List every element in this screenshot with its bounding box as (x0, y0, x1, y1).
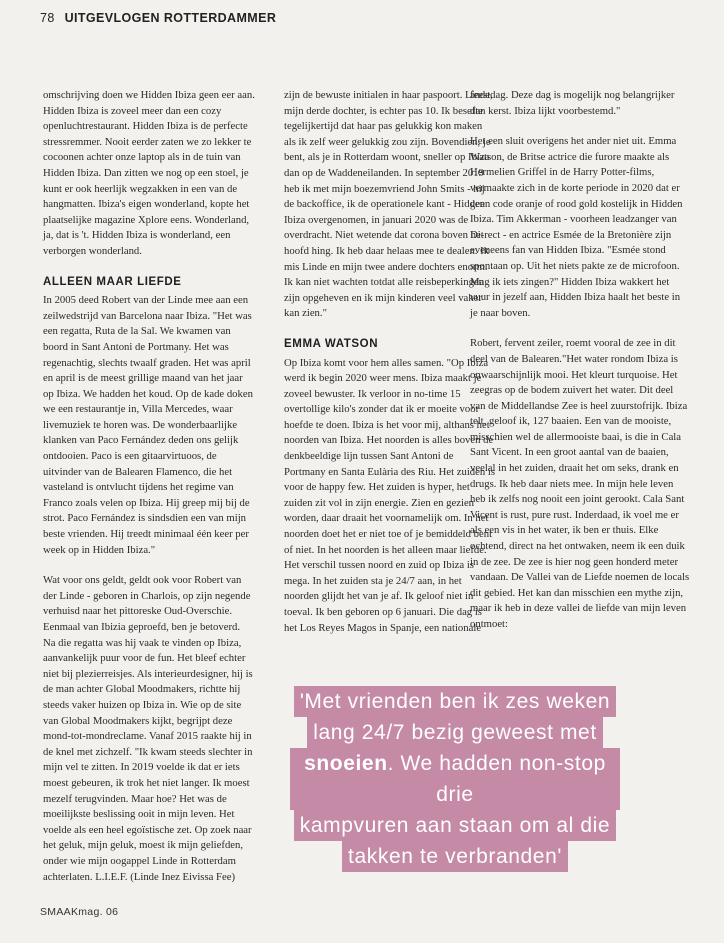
subheading-emma-watson: EMMA WATSON (284, 337, 379, 350)
page-number: 78 (40, 11, 55, 25)
paragraph: Robert, fervent zeiler, roemt vooral de zee in dit deel van de Balearen."Het water rondom Ibiza is onwaarschijnlijk mooi. Het kleurt turquoise. Het zeegras op de bodem zuivert het water. Dit deel van de Middellandse Zee is heel zuurstofrijk. Ibiza telt, geloof ik, 127 baaien. Een van de mooiste, misschien wel de allermooiste baai, is die in Cala Sant Vicent. In een groot aantal van de baaien, veelal in het zuiden, draait het om seks, drank en drugs. Ik heb daar niets mee. In mijn hele leven heb ik zelfs nog nooit een joint gerookt. Cala Sant Vicent is rust, pure rust. Inderdaad, ik voel me er als een vis in het water, ik ben er thuis. Elke ochtend, direct na het ontwaken, neem ik een duik in de zee. De zee is hier nog geen honderd meter vandaan. De Vallei van de Liefde noemen de locals dit gebied. Het kan dan misschien een mythe zijn, maar ik heb in deze vallei de liefde van mijn leven ontmoet: (470, 337, 690, 630)
quote-line: kampvuren aan staan om al die (294, 810, 616, 841)
paragraph: feestdag. Deze dag is mogelijk nog belangrijker dan kerst. Ibiza lijkt voorbestemd." (470, 89, 675, 117)
page-footer: SMAAKmag. 06 (40, 906, 119, 918)
paragraph: Op Ibiza komt voor hem alles samen. "Op Ibiza werd ik begin 2020 weer mens. Ibiza maakt je zoveel bewuster. Ik verloor in no-time 15 overtollige kilo's zonder dat ik er moeite voor hoefde te doen. Ibiza is het voor mij, althans het noorden van Ibiza. Het noorden is alles boven de denkbeeldige lijn tussen Sant Antoni de Portmany en Santa Eulària des Riu. Het zuiden is voor de happy few. Het zuiden is hyper, het zuiden zit vol in zijn energie. Zien en gezien worden, daar draait het voornamelijk om. In het noorden doet het er niet toe of je bemiddeld bent of niet. In het noorden is het alleen maar liefde. Het verschil tussen noord en zuid op Ibiza is mega. In het zuiden sta je 24/7 aan, in het noorden glijdt het van je af. Ik geloof niet in toeval. Ik ben geboren op 6 januari. Die dag is het Los Reyes Magos in Spanje, een nationale (284, 356, 496, 634)
quote-line: takken te verbranden' (342, 841, 568, 872)
quote-line: lang 24/7 bezig geweest met (307, 717, 603, 748)
pull-quote (290, 686, 620, 872)
paragraph: omschrijving doen we Hidden Ibiza geen eer aan. Hidden Ibiza is zoveel meer dan een cozy openluchtrestaurant. Hidden Ibiza is de perfecte stressremmer. Nooit eerder zaten we zo lekker te cocoonen achter onze laptop als in de tuin van Hidden Ibiza. Dan zitten we nog op een stoel, je kunt er ook heerlijk wegzakken in een van de hangmatten. Ibiza's eigen wonderland, kopte het plaatselijke magazine Xplore eens. Wonderland, ja, dat is 't. Hidden Ibiza is wonderland, een verborgen wonderland. (43, 89, 255, 257)
column-1 (43, 88, 255, 900)
page-header (40, 11, 276, 25)
section-title: UITGEVLOGEN ROTTERDAMMER (64, 11, 277, 25)
quote-emphasis: snoeien (304, 752, 388, 775)
paragraph: Het een sluit overigens het ander niet uit. Emma Watson, de Britse actrice die furore maakte als Hermelien Griffel in de Harry Potter-films, vermaakte zich in de korte periode in 2020 dat er geen code oranje of rood gold kostelijk in Hidden Ibiza. Tim Akkerman - voorheen leadzanger van Di-rect - en actrice Esmée de la Bretonière zijn eveneens fan van Hidden Ibiza. "Esmée stond spontaan op. Uit het niets pakte ze de microfoon. Mag ik iets zingen?" Hidden Ibiza wakkert het vuur in jezelf aan, Hidden Ibiza haalt het beste in je naar boven. (470, 135, 683, 319)
paragraph: In 2005 deed Robert van der Linde mee aan een zeilwedstrijd van Barcelona naar Ibiza. "Het was een regatta, Ruta de la Sal. We kwamen van boord in Sant Antoni de Portmany. Het was regenachtig, slechts twaalf graden. Het was april en april is de meest grillige maand van het jaar op Ibiza. We hadden het koud. Op de kade doken we een restaurantje in, Villa Mercedes, waar livemuziek te horen was. De wonderbaarlijke klanken van Paco Fernández deden ons gelijk ontdooien. Paco is een gitaarvirtuoos, de uitvinder van de Balearen Flamenco, die het vasteland is ontvlucht tijdens het regime van Franco zoals velen op Ibiza. Hij greep mij bij de strot. Paco Fernández is sindsdien een van mijn beste vrienden. Hij treedt minimaal één keer per week op in Hidden Ibiza." (43, 294, 253, 556)
column-2 (284, 88, 496, 651)
column-3 (470, 88, 690, 648)
quote-line: 'Met vrienden ben ik zes weken (294, 686, 616, 717)
quote-line (290, 748, 620, 810)
paragraph: Wat voor ons geldt, geldt ook voor Robert van der Linde - geboren in Charlois, op zijn negende verhuisd naar het pittoreske Oud-Overschie. Eenmaal van Ibizia geproefd, ben je betoverd. Na die regatta was hij vaak te vinden op Ibiza, aanvankelijk puur voor de fun. Het bleef echter niet bij plezierreisjes. Als interieurdesigner, hij is de man achter Global Moodmakers, richtte hij steeds vaker huizen op Ibiza in. Wie op de site van Global Moodmakers kijkt, begrijpt deze mond-tot-mondreclame. Vanaf 2015 raakte hij in de knel met zichzelf. "Ik kwam steeds slechter in mijn vel te zitten. In 2019 voelde ik dat er iets moest gebeuren, ik trok het niet langer. Ik moest mezelf terugvinden. Maar hoe? Het was de moeilijkste beslissing ooit in mijn leven. Het voelde als een heel egoïstische zet. Op zoek naar het geluk, mijn geluk, moest ik mijn geliefden, onder wie mijn oogappel Linde in Rotterdam achterlaten. L.I.E.F. (Linde Inez Eivissa Fee) (43, 574, 253, 883)
subheading-alleen-maar-liefde: ALLEEN MAAR LIEFDE (43, 275, 182, 288)
quote-line-rest: . We hadden non-stop drie (387, 752, 606, 806)
paragraph: zijn de bewuste initialen in haar paspoort. Linde, mijn derde dochter, is echter pas 10. Ik besefte tegelijkertijd dat haar pas gelukkig kon maken als ik zelf weer gelukkig zou zijn. Bovendien, je bent, als je in Rotterdam woont, sneller op Ibiza dan op de Waddeneilanden. In september 2019 heb ik met mijn boezemvriend John Smits - hij de backoffice, ik de operationele kant - Hidden Ibiza overgenomen, in januari 2020 was de overdracht. Niet wetende dat corona boven het hoofd hing. Ik heb daar helaas mee te dealen. Ik mis Linde en mijn twee andere dochters enorm. Ik kan niet wachten totdat alle reisbeperkingen zijn opgeheven en ik mijn kinderen veel vaker kan zien." (284, 89, 493, 320)
